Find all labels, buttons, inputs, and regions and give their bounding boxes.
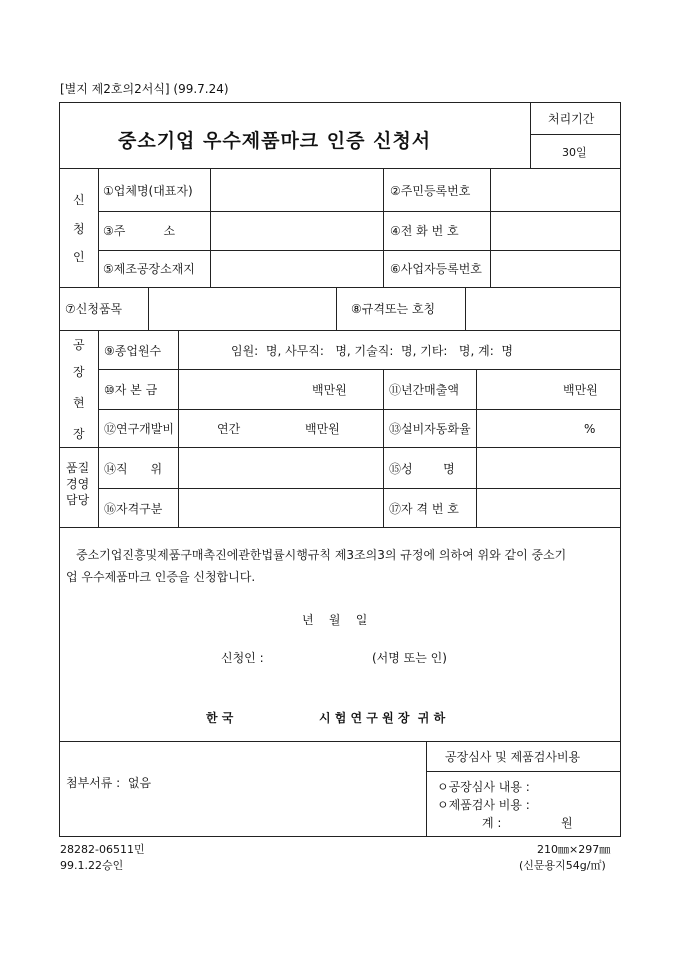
qualification-no-label: ⑰자 격 번 호 [389, 502, 459, 516]
vline [98, 168, 99, 287]
business-no-field[interactable] [491, 251, 620, 287]
position-field[interactable] [179, 448, 383, 488]
rnd-field[interactable] [179, 410, 383, 447]
hline [59, 330, 621, 331]
name-label: ⑮성 명 [389, 462, 455, 476]
signature-label: (서명 또는 인) [372, 651, 447, 665]
processing-label: 처리기간 [548, 112, 595, 126]
sales-label: ⑪년간매출액 [389, 383, 459, 397]
capital-unit: 백만원 [312, 383, 347, 397]
frame-top [59, 102, 621, 103]
vline [383, 447, 384, 527]
qualification-field[interactable] [179, 489, 383, 527]
product-spec-field[interactable] [466, 288, 620, 330]
footer-code: 28282-06511민 [60, 843, 145, 856]
company-name-label: ①업체명(대표자) [103, 184, 193, 198]
declaration-line-1: 중소기업진흥및제품구매촉진에관한법률시행규칙 제3조의3의 규정에 의하여 위와 같이 중소기 [76, 548, 567, 562]
product-item-label: ⑦신청품목 [65, 302, 123, 316]
fees-total-unit: 원 [561, 816, 573, 830]
factory-group-label-3: 현 [73, 396, 85, 410]
fees-total-label: 계 : [482, 816, 502, 830]
resident-no-field[interactable] [491, 169, 620, 211]
footer-paper: (신문용지54g/㎡) [519, 859, 606, 872]
applicant-sign-field[interactable] [272, 645, 362, 667]
addressee-left: 한 국 [206, 711, 234, 725]
applicant-group-label-2: 청 [73, 222, 85, 236]
applicant-sign-label: 신청인 : [221, 651, 264, 665]
factory-group-label-2: 장 [73, 365, 85, 379]
page-title: 중소기업 우수제품마크 인증 신청서 [118, 130, 432, 152]
factory-group-label-1: 공 [73, 338, 85, 352]
employees-value: 임원: 명, 사무직: 명, 기술직: 명, 기타: 명, 계: 명 [231, 344, 513, 358]
applicant-group-label-1: 신 [73, 193, 85, 207]
fees-inspection: ㅇ제품검사 비용 : [437, 798, 530, 812]
name-field[interactable] [477, 448, 620, 488]
employees-label: ⑨종업원수 [104, 344, 162, 358]
hline [426, 771, 620, 772]
vline [336, 287, 337, 330]
declaration-date: 년 월 일 [302, 613, 368, 627]
product-item-field[interactable] [149, 288, 336, 330]
footer-size: 210㎜×297㎜ [537, 843, 611, 856]
footer-approval: 99.1.22승인 [60, 859, 124, 872]
addressee-right: 시 험 연 구 원 장 귀 하 [319, 711, 446, 725]
rnd-label: ⑫연구개발비 [104, 422, 174, 436]
processing-value: 30일 [562, 146, 587, 159]
phone-label: ④전 화 번 호 [390, 224, 459, 238]
company-name-field[interactable] [211, 169, 383, 211]
frame-left [59, 102, 60, 837]
sales-unit: 백만원 [563, 383, 598, 397]
processing-hline [530, 134, 620, 135]
quality-group-label-3: 담당 [66, 493, 90, 507]
hline [59, 741, 621, 742]
vline [383, 168, 384, 287]
qualification-no-field[interactable] [477, 489, 620, 527]
quality-group-label-1: 품질 [66, 461, 90, 475]
vline [98, 447, 99, 527]
address-field[interactable] [211, 212, 383, 250]
automation-field[interactable] [477, 410, 620, 447]
phone-field[interactable] [491, 212, 620, 250]
rnd-prefix: 연간 [217, 422, 241, 436]
capital-field[interactable] [179, 370, 383, 409]
vline [98, 330, 99, 447]
attachment: 첨부서류 : 없음 [66, 776, 152, 790]
business-no-label: ⑥사업자등록번호 [390, 262, 482, 276]
automation-unit: % [584, 422, 596, 436]
declaration-line-2: 업 우수제품마크 인증을 신청합니다. [66, 570, 256, 584]
automation-label: ⑬설비자동화율 [389, 422, 471, 436]
rnd-unit: 백만원 [305, 422, 340, 436]
fees-audit: ㅇ공장심사 내용 : [437, 780, 530, 794]
position-label: ⑭직 위 [104, 462, 163, 476]
qualification-label: ⑯자격구분 [104, 502, 163, 516]
quality-group-label-2: 경영 [66, 477, 90, 491]
applicant-group-label-3: 인 [73, 250, 85, 264]
frame-right [620, 102, 621, 837]
address-label: ③주 소 [103, 224, 176, 238]
form-number: [별지 제2호의2서식] (99.7.24) [60, 82, 229, 96]
capital-label: ⑩자 본 금 [104, 383, 158, 397]
vline [426, 741, 427, 837]
frame-bottom [59, 836, 621, 837]
product-spec-label: ⑧규격또는 호칭 [351, 302, 436, 316]
sales-field[interactable] [477, 370, 620, 409]
hline [59, 527, 621, 528]
factory-group-label-4: 장 [73, 427, 85, 441]
factory-address-field[interactable] [211, 251, 383, 287]
fees-title: 공장심사 및 제품검사비용 [445, 750, 581, 764]
factory-address-label: ⑤제조공장소재지 [103, 262, 195, 276]
resident-no-label: ②주민등록번호 [390, 184, 471, 198]
vline [383, 369, 384, 447]
processing-divider [530, 102, 531, 168]
